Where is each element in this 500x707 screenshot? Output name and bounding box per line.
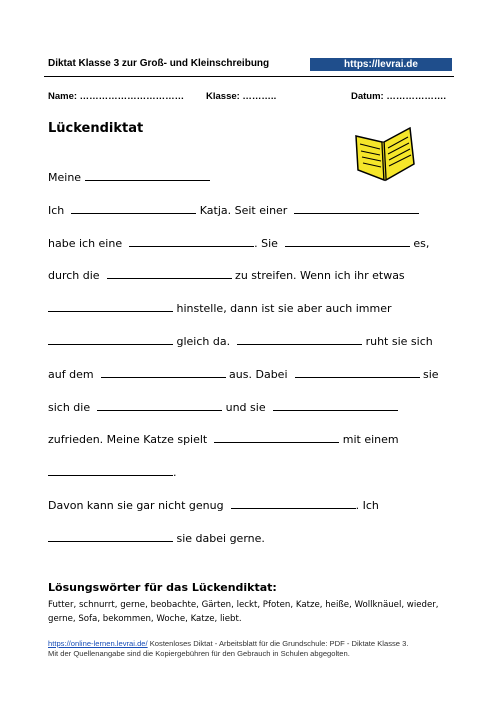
text-fragment: sie — [419, 368, 439, 381]
text-line — [48, 170, 210, 185]
blank-field[interactable] — [48, 301, 173, 312]
blank-field[interactable] — [295, 367, 420, 378]
blank-field[interactable] — [273, 400, 398, 411]
open-book-icon — [352, 124, 416, 187]
text-line — [48, 498, 379, 513]
blank-field[interactable] — [48, 531, 173, 542]
text-fragment: sich die — [48, 401, 98, 414]
text-fragment: gleich da. — [173, 335, 238, 348]
blank-field[interactable] — [129, 236, 254, 247]
text-line — [48, 400, 398, 415]
text-line — [48, 367, 439, 382]
text-fragment: habe ich eine — [48, 237, 130, 250]
footer-link[interactable]: https://online-lernen.levrai.de/ — [48, 639, 148, 648]
text-fragment: es, — [409, 237, 430, 250]
text-line — [48, 465, 177, 480]
text-fragment: durch die — [48, 269, 107, 282]
footer-text-1: Kostenloses Diktat - Arbeitsblatt für die Grundschule: PDF - Diktate Klasse 3. — [147, 639, 409, 648]
page-title: Lückendiktat — [48, 121, 144, 136]
text-fragment: Katja. Seit einer — [196, 204, 295, 217]
text-fragment: . — [173, 466, 177, 479]
text-fragment: Ich — [48, 204, 72, 217]
text-fragment: mit einem — [339, 433, 399, 446]
text-fragment: zu streifen. Wenn ich ihr etwas — [231, 269, 405, 282]
blank-field[interactable] — [237, 334, 362, 345]
text-fragment: . Sie — [254, 237, 285, 250]
worksheet-title: Diktat Klasse 3 zur Groß- und Kleinschreibung — [48, 58, 270, 69]
text-line — [48, 236, 429, 251]
text-fragment: zufrieden. Meine Katze spielt — [48, 433, 215, 446]
blank-field[interactable] — [97, 400, 222, 411]
text-fragment: sie dabei gerne. — [173, 532, 265, 545]
header-divider — [44, 76, 454, 77]
klasse-field-label: Klasse: ……….. — [206, 91, 277, 102]
blank-field[interactable] — [48, 465, 173, 476]
blank-field[interactable] — [214, 432, 339, 443]
blank-field[interactable] — [85, 170, 210, 181]
footer — [48, 639, 458, 659]
text-fragment: und sie — [222, 401, 273, 414]
blank-field[interactable] — [285, 236, 410, 247]
text-fragment: . Ich — [355, 499, 379, 512]
blank-field[interactable] — [231, 498, 356, 509]
text-line — [48, 334, 433, 349]
solutions-title: Lösungswörter für das Lückendiktat: — [48, 581, 277, 594]
site-url-badge[interactable]: https://levrai.de — [310, 58, 452, 71]
solutions-words: Futter, schnurrt, gerne, beobachte, Gärten, leckt, Pfoten, Katze, heiße, Wollknäuel, wieder, gerne, Sofa, bekommen, Woche, Katze, liebt. — [48, 600, 439, 624]
text-fragment: ruht sie sich — [362, 335, 433, 348]
text-fragment: Meine — [48, 171, 85, 184]
text-line — [48, 268, 405, 283]
blank-field[interactable] — [48, 334, 173, 345]
name-field-label: Name: …………………………… — [48, 91, 185, 102]
text-line — [48, 432, 399, 447]
blank-field[interactable] — [71, 203, 196, 214]
text-line — [48, 203, 419, 218]
text-line — [48, 531, 265, 546]
text-line — [48, 301, 392, 316]
blank-field[interactable] — [294, 203, 419, 214]
blank-field[interactable] — [101, 367, 226, 378]
text-fragment: Davon kann sie gar nicht genug — [48, 499, 231, 512]
text-fragment: auf dem — [48, 368, 101, 381]
blank-field[interactable] — [107, 268, 232, 279]
datum-field-label: Datum: ………………. — [351, 91, 446, 102]
footer-text-2: Mit der Quellenangabe sind die Kopiergebühren für den Gebrauch in Schulen abgegolten. — [48, 649, 350, 658]
text-fragment: aus. Dabei — [225, 368, 295, 381]
text-fragment: hinstelle, dann ist sie aber auch immer — [173, 302, 392, 315]
